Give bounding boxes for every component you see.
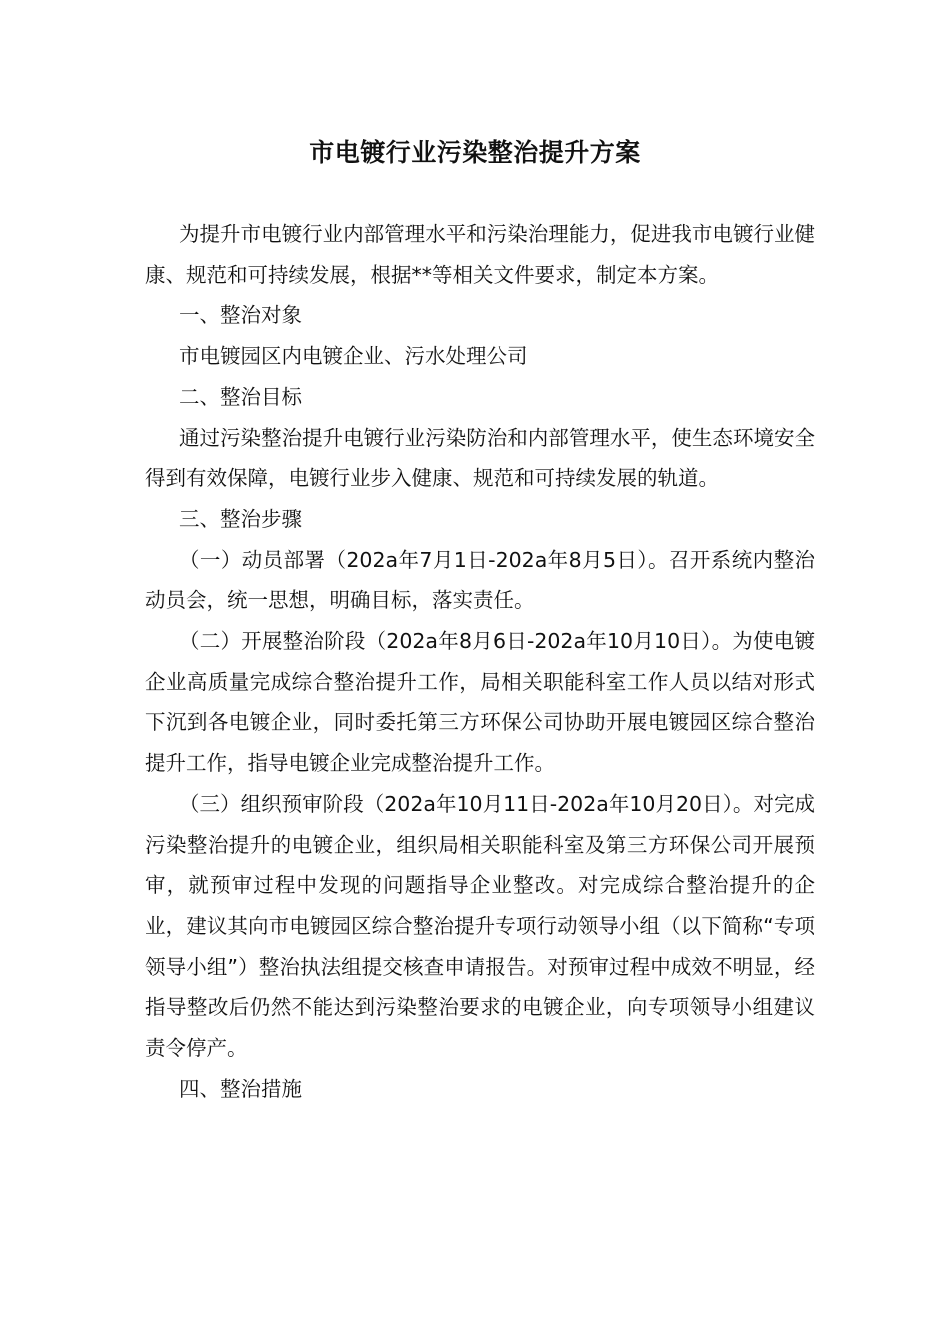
section-heading-targets: 一、整治对象 xyxy=(179,303,302,328)
goals-paragraph: 通过污染整治提升电镀行业污染防治和内部管理水平，使生态环境安全得到有效保障，电镀行业步入健康、规范和可持续发展的轨道。 xyxy=(145,425,815,491)
section-heading-steps: 三、整治步骤 xyxy=(179,506,302,531)
document-body xyxy=(145,214,815,1109)
section-heading-measures: 四、整治措施 xyxy=(179,1076,302,1101)
intro-paragraph: 为提升市电镀行业内部管理水平和污染治理能力，促进我市电镀行业健康、规范和可持续发展，根据**等相关文件要求，制定本方案。 xyxy=(145,222,815,287)
document-title: 市电镀行业污染整治提升方案 xyxy=(309,138,641,167)
targets-paragraph: 市电镀园区内电镀企业、污水处理公司 xyxy=(179,344,528,369)
step-1-paragraph: （一）动员部署（202a年7月1日-202a年8月5日）。召开系统内整治动员会，统一思想，明确目标，落实责任。 xyxy=(145,547,815,613)
section-heading-goals: 二、整治目标 xyxy=(179,384,302,409)
step-3-paragraph: （三）组织预审阶段（202a年10月11日-202a年10月20日）。对完成污染整治提升的电镀企业，组织局相关职能科室及第三方环保公司开展预审，就预审过程中发现的问题指导企业整改。对完成综合整治提升的企业，建议其向市电镀园区综合整治提升专项行动领导小组（以下简称“专项领导小组”）整治执法组提交核查申请报告。对预审过程中成效不明显，经指导整改后仍然不能达到污染整治要求的电镀企业，向专项领导小组建议责令停产。 xyxy=(145,791,815,1061)
step-2-paragraph: （二）开展整治阶段（202a年8月6日-202a年10月10日）。为使电镀企业高质量完成综合整治提升工作，局相关职能科室工作人员以结对形式下沉到各电镀企业，同时委托第三方环保公司协助开展电镀园区综合整治提升工作，指导电镀企业完成整治提升工作。 xyxy=(145,629,815,776)
